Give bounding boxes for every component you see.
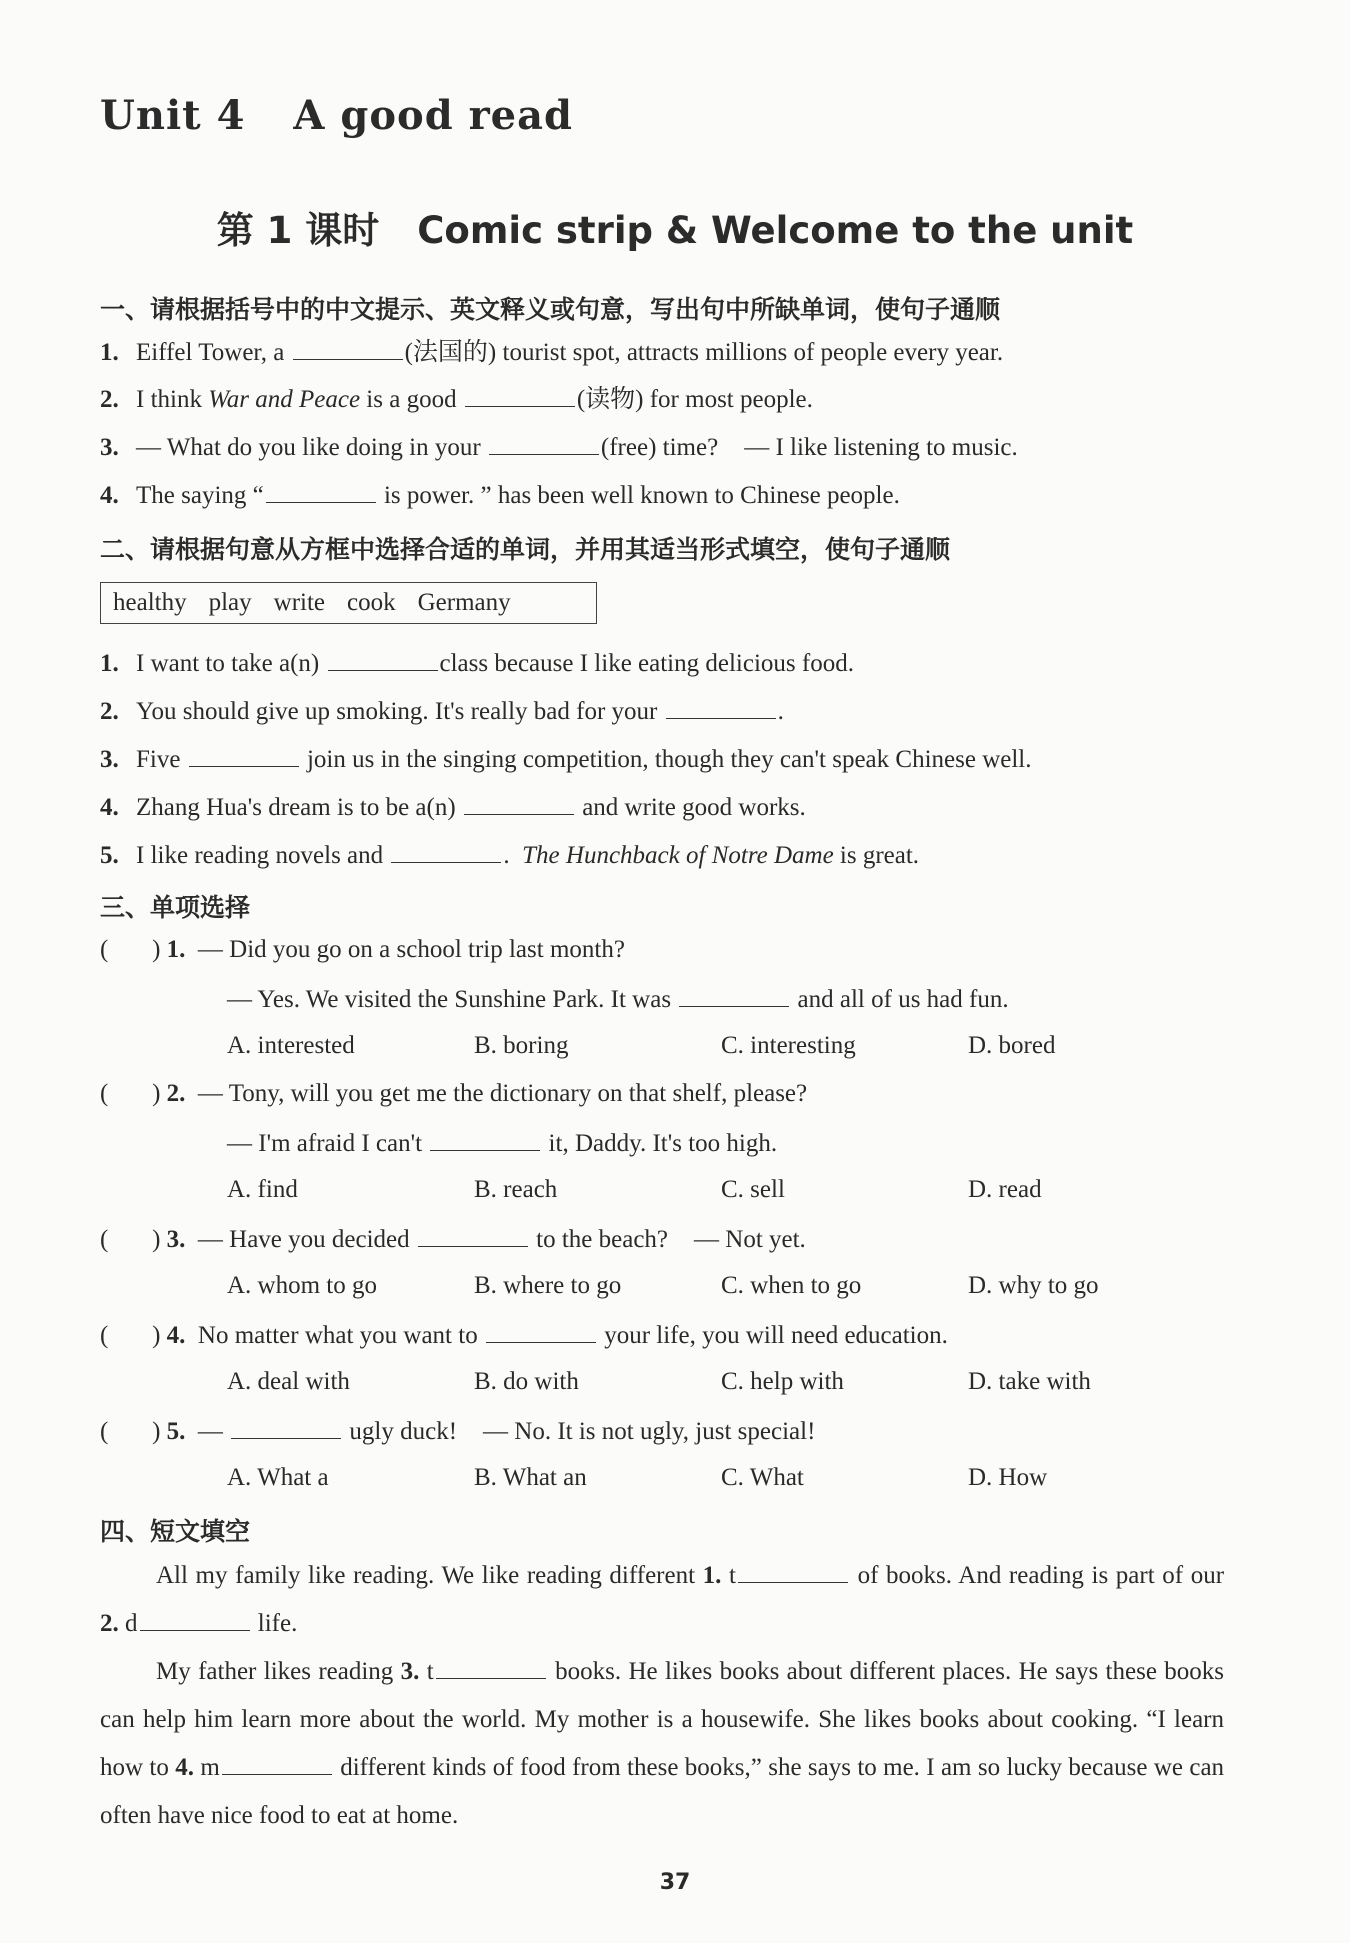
answer-parentheses[interactable]: ( ) [100, 1418, 161, 1445]
answer-parentheses[interactable]: ( ) [100, 1080, 161, 1107]
word-option: play [208, 589, 252, 616]
section1-heading: 一、请根据括号中的中文提示、英文释义或句意，写出句中所缺单词，使句子通顺 [100, 295, 1001, 324]
s1-item-2 [100, 384, 813, 415]
item-text: . [503, 842, 510, 869]
answer-parentheses[interactable]: ( ) [100, 1322, 161, 1349]
option-b[interactable]: B. boring [474, 1032, 569, 1059]
answer-blank[interactable] [189, 744, 299, 767]
question-text: ugly duck! [349, 1418, 458, 1445]
word-option: Germany [417, 589, 511, 616]
passage-text: My father likes reading [156, 1658, 394, 1685]
item-text: Zhang Hua's dream is to be a(n) [136, 794, 456, 821]
book-title: War and Peace [208, 386, 361, 413]
item-text: and write good works. [582, 794, 806, 821]
item-text: join us in the singing competition, though they can't speak Chinese well. [306, 746, 1032, 773]
unit-number: Unit 4 [100, 92, 246, 139]
blank-number: 1. [702, 1562, 722, 1589]
s1-item-3 [100, 432, 1018, 463]
mc-question-4 [100, 1320, 948, 1350]
answer-parentheses[interactable]: ( ) [100, 1226, 161, 1253]
question-text: — [197, 1418, 223, 1445]
passage-text: of books. And reading is part of our [857, 1562, 1225, 1589]
question-text: — I'm afraid I can't [227, 1130, 423, 1157]
option-c[interactable]: C. when to go [721, 1272, 862, 1299]
question-number: 5. [166, 1418, 186, 1445]
question-text: — Tony, will you get me the dictionary on that shelf, please? [197, 1080, 808, 1107]
item-number: 1. [100, 339, 119, 366]
question-text: — Not yet. [694, 1226, 806, 1253]
unit-name: A good read [293, 92, 573, 139]
mc-question-3 [100, 1224, 806, 1254]
question-text: — Did you go on a school trip last month? [197, 936, 625, 963]
option-a[interactable]: A. whom to go [227, 1272, 377, 1299]
answer-blank[interactable] [489, 432, 599, 455]
mc-question-2 [100, 1080, 807, 1108]
option-d[interactable]: D. take with [968, 1368, 1091, 1395]
lesson-title-en: Comic strip & Welcome to the unit [417, 209, 1134, 252]
passage-text: books. He likes books about different places. He says these books can help him learn more about the world. My mother is a housewife. She likes books about cooking. “I learn how to [100, 1658, 1225, 1781]
lesson-title-cn: 第 1 课时 [216, 209, 380, 252]
question-text: — Have you decided [197, 1226, 410, 1253]
s2-item-3 [100, 744, 1032, 775]
item-text: (free) time? [600, 434, 719, 461]
option-b[interactable]: B. where to go [474, 1272, 622, 1299]
answer-blank[interactable] [465, 384, 575, 407]
question-text: it, Daddy. It's too high. [548, 1130, 778, 1157]
answer-parentheses[interactable]: ( ) [100, 936, 161, 963]
item-text: is great. [839, 842, 920, 869]
question-number: 1. [166, 936, 186, 963]
passage-text: different kinds of food from these books,” she says to me. I am so lucky because we can often have nice food to eat at home. [100, 1754, 1225, 1829]
blank-first-letter: d [125, 1610, 138, 1637]
item-text: (读物) for most people. [576, 386, 813, 413]
mc-question-1 [100, 936, 625, 964]
mc-question-1-reply [227, 984, 1009, 1015]
s2-item-4 [100, 792, 806, 823]
answer-blank[interactable] [666, 696, 776, 719]
page-number: 37 [659, 1870, 691, 1895]
option-a[interactable]: A. find [227, 1176, 298, 1203]
s2-item-5 [100, 840, 919, 871]
answer-blank[interactable] [391, 840, 501, 863]
answer-blank[interactable] [486, 1320, 596, 1343]
question-number: 2. [166, 1080, 186, 1107]
item-text: I like reading novels and [136, 842, 384, 869]
item-text: Five [136, 746, 181, 773]
option-c[interactable]: C. sell [721, 1176, 785, 1203]
answer-blank[interactable] [293, 337, 403, 360]
answer-blank[interactable] [418, 1224, 528, 1247]
section3-heading: 三、单项选择 [100, 893, 251, 922]
answer-blank[interactable] [140, 1608, 250, 1631]
word-option: cook [347, 589, 396, 616]
item-text: Eiffel Tower, a [136, 339, 285, 366]
answer-blank[interactable] [464, 792, 574, 815]
question-text: — No. It is not ugly, just special! [483, 1418, 816, 1445]
item-text: . [777, 698, 784, 725]
unit-title [100, 92, 573, 139]
word-box [100, 582, 597, 624]
item-number: 3. [100, 746, 119, 773]
blank-number: 3. [400, 1658, 420, 1685]
mc-question-2-reply [227, 1128, 777, 1159]
question-text: and all of us had fun. [797, 986, 1009, 1013]
question-text: your life, you will need education. [604, 1322, 948, 1349]
answer-blank[interactable] [436, 1656, 546, 1679]
item-number: 4. [100, 482, 119, 509]
option-c[interactable]: C. help with [721, 1368, 844, 1395]
question-number: 4. [166, 1322, 186, 1349]
option-a[interactable]: A. What a [227, 1464, 329, 1491]
lesson-title [0, 200, 1350, 254]
s2-item-1 [100, 648, 854, 679]
option-d[interactable]: D. why to go [968, 1272, 1099, 1299]
item-text: — What do you like doing in your [136, 434, 481, 461]
mc-question-5 [100, 1416, 815, 1446]
item-text: is a good [366, 386, 457, 413]
question-number: 3. [166, 1226, 186, 1253]
item-text: I think [136, 386, 202, 413]
question-text: No matter what you want to [197, 1322, 478, 1349]
answer-blank[interactable] [738, 1560, 848, 1583]
item-text: You should give up smoking. It's really bad for your [136, 698, 658, 725]
item-number: 5. [100, 842, 119, 869]
answer-blank[interactable] [328, 648, 438, 671]
answer-blank[interactable] [430, 1128, 540, 1151]
passage-text: life. [257, 1610, 298, 1637]
passage-text: All my family like reading. We like reading different [156, 1562, 696, 1589]
option-a[interactable]: A. deal with [227, 1368, 350, 1395]
option-d[interactable]: D. bored [968, 1032, 1056, 1059]
item-text: is power. ” has been well known to Chinese people. [383, 482, 900, 509]
option-c[interactable]: C. What [721, 1464, 804, 1491]
item-text: — I like listening to music. [744, 434, 1018, 461]
item-number: 2. [100, 386, 119, 413]
section2-heading: 二、请根据句意从方框中选择合适的单词，并用其适当形式填空，使句子通顺 [100, 535, 951, 564]
blank-first-letter: m [200, 1754, 220, 1781]
item-number: 3. [100, 434, 119, 461]
section4-heading: 四、短文填空 [100, 1517, 251, 1546]
blank-first-letter: t [729, 1562, 736, 1589]
answer-blank[interactable] [679, 984, 789, 1007]
passage-paragraph-2 [100, 1648, 1224, 1840]
question-text: to the beach? [536, 1226, 669, 1253]
option-b[interactable]: B. reach [474, 1176, 558, 1203]
s2-item-2 [100, 696, 784, 727]
blank-number: 2. [100, 1610, 119, 1637]
option-b[interactable]: B. do with [474, 1368, 579, 1395]
item-number: 2. [100, 698, 119, 725]
book-title: The Hunchback of Notre Dame [522, 842, 834, 869]
option-a[interactable]: A. interested [227, 1032, 355, 1059]
item-text: The saying “ [136, 482, 264, 509]
s1-item-4 [100, 480, 900, 511]
item-number: 1. [100, 650, 119, 677]
option-d[interactable]: D. read [968, 1176, 1042, 1203]
item-text: class because I like eating delicious food. [439, 650, 854, 677]
option-d[interactable]: D. How [968, 1464, 1048, 1491]
answer-blank[interactable] [222, 1752, 332, 1775]
word-option: write [273, 589, 326, 616]
option-b[interactable]: B. What an [474, 1464, 587, 1491]
answer-blank[interactable] [231, 1416, 341, 1439]
question-text: — Yes. We visited the Sunshine Park. It was [227, 986, 672, 1013]
blank-first-letter: t [426, 1658, 434, 1685]
item-text: I want to take a(n) [136, 650, 320, 677]
option-c[interactable]: C. interesting [721, 1032, 856, 1059]
answer-blank[interactable] [266, 480, 376, 503]
blank-number: 4. [175, 1754, 194, 1781]
s1-item-1 [100, 337, 1003, 368]
word-option: healthy [113, 589, 187, 616]
item-text: (法国的) tourist spot, attracts millions of people every year. [404, 339, 1004, 366]
passage-paragraph-1 [100, 1552, 1224, 1648]
item-number: 4. [100, 794, 119, 821]
